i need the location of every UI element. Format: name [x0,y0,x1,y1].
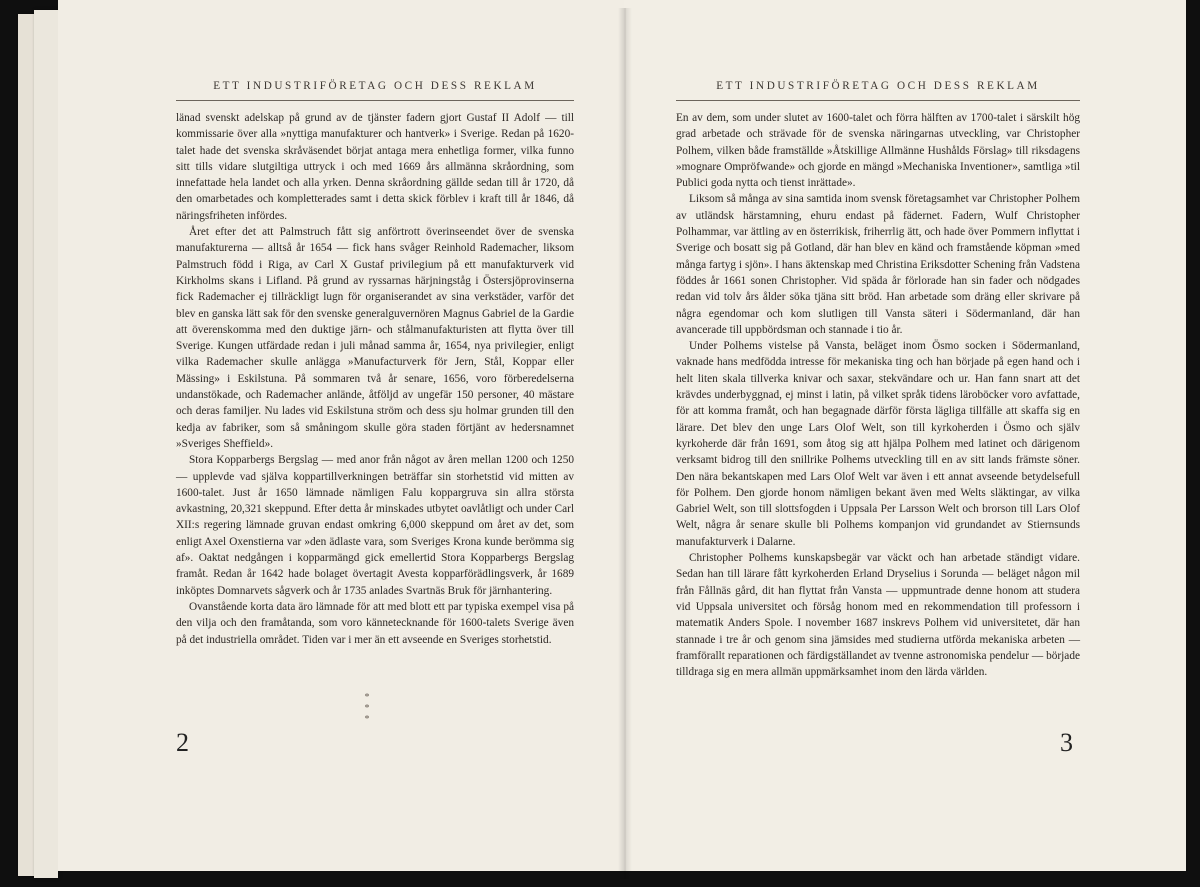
right-running-header: ETT INDUSTRIFÖRETAG OCH DESS REKLAM [716,80,1040,92]
right-page-number: 3 [1060,728,1073,757]
left-header-rule [176,100,574,101]
left-paragraph-2: Året efter det att Palmstruch fått sig anförtrott överinseendet över de svenska manufakturerna — alltså år 1654 — fick hans svåger Reinhold Rademacher, liksom Palmstruch född i Riga, av Carl X Gustaf privilegium på ett manufakturverk vid Kirkholms skans i Lifland. På grund av ryssarnas härjningståg i Östersjöprovinserna fick Rademacher ej tillräckligt lugn för organiserandet av sina verkstäder, varför det blev en ganska lätt sak för den svenske generalguvernören Magnus Gabriel de la Gardie att överenskomma med den duktige järn- och stålmanufakturisten att flytta över till Sverige. Kungen utfärdade redan i juli månad samma år, 1654, nya privilegier, enligt vilka Rademacher skulle anlägga »Manufacturverk för Jern, Stål, Koppar eller Mässing» i Eskilstuna. På sommaren två år senare, 1656, voro förberedelserna undanstökade, och Rademacher anlände, åtföljd av ungefär 150 personer, 40 mästare och deras familjer. Nu lades vid Eskilstuna ström och dess sju holmar grunden till den kedja av fabriker, som så småningom skulle göra staden förtjänt av hedersnamnet »Sveriges Sheffield». [176,226,574,450]
left-body-text [176,110,574,648]
right-paragraph-2: Liksom så många av sina samtida inom svensk företagsamhet var Christopher Polhem av utländsk härstamning, ehuru endast på fädernet. Fadern, Wulf Christopher Polhammar, var ättling av en österrikisk, friherrlig ätt, och hade över Pommern inflyttat i Sverige och bosatt sig på Gotland, där han blev en känd och framstående köpman »med många fartyg i sjön». I hans äktenskap med Christina Eriksdotter Schening från Vadstena föddes år 1661 sonen Christopher. Vid späda år förlorade han sin fader och nödgades redan vid tolv års ålder söka tjäna sitt bröd. Han arbetade som dräng eller skrivare på några egendomar och kom slutligen till Vansta säteri i Södermanland, där han avancerade till uppbördsman och stannade i tio år. [676,193,1080,336]
left-paragraph-4: Ovanstående korta data äro lämnade för att med blott ett par typiska exempel visa på den vilja och den framåtanda, som voro kännetecknande för 1600-talets Sverige även på det industriella området. Tiden var i mer än ett avseende en Sveriges storhetstid. [176,600,574,646]
section-ornament: * * * [364,692,388,725]
book-gutter [618,8,632,879]
right-paragraph-4: Christopher Polhems kunskapsbegär var väckt och han arbetade ständigt vidare. Sedan han till lärare fått kyrkoherden Erland Dryselius i Sorunda — beläget någon mil från Fållnäs gård, dit han flyttat från Vansta — uppmuntrade denne honom att studera vid Uppsala universitet och försåg honom med en rekommendation till professorn i matematik Anders Spole. I november 1687 inskrevs Polhem vid universitetet, där han stannade i tre år och genom sina jämsides med studierna utförda mekaniska arbeten — framförallt reparationen och färdigställandet av tvenne astronomiska pendelur — började tilldraga sig en mera allmän uppmärksamhet inom den lärda världen. [676,552,1080,679]
left-paragraph-1: länad svenskt adelskap på grund av de tjänster fadern gjort Gustaf II Adolf — till kommissarie över alla »nyttiga manufakturer och hantverk» i Sverige. Redan på 1620-talet hade det svenska skråväsendet börjat antaga mera enhetliga former, vilka funno sitt tills vidare slutgiltiga uttryck i och med 1669 års allmänna skråordning, som innefattade hela landet och alla yrken. Denna skråordning gällde sedan till år 1720, då den omarbetades och kompletterades samt i detta skick förblev i kraft till år 1846, då näringsfriheten infördes. [176,112,574,222]
right-body-text [676,110,1080,680]
right-paragraph-1: En av dem, som under slutet av 1600-talet och förra hälften av 1700-talet i särskilt hög grad arbetade och strävade för de svenska näringarnas utveckling, var Christopher Polhem, vilken både framställde »Åtskillige Allmänne Hushålds Förslag» till riksdagens »mognare Ompröfwande» och gjorde en mängd »Mechaniska Inventioner», samtliga »til Publici goda nytta och tienst inrättade». [676,112,1080,190]
left-page-number: 2 [176,728,189,757]
page-edge-underlay-2 [34,10,58,878]
left-running-header: ETT INDUSTRIFÖRETAG OCH DESS REKLAM [213,80,537,92]
right-paragraph-3: Under Polhems vistelse på Vansta, beläget inom Ösmo socken i Södermanland, vaknade hans medfödda intresse för mekaniska ting och han började på egen hand och i helt liten skala tillverka knivar och saxar, stekvändare och ur. Han fann snart att det krävdes underbyggnad, ej minst i latin, på vilket språk tidens läroböcker voro avfattade, för att komma framåt, och han begagnade därför första lägliga tillfälle att skaffa sig en lärare. Det blev den unge Lars Olof Welt, son till kyrkoherden i Ösmo och själv kyrkoherde där från 1691, som åtog sig att hjälpa Polhem med latinet och därigenom verksamt bidrog till den snillrike Polhems utveckling till en av sitt lands främste söner. Den nära bekantskapen med Lars Olof Welt var även i ett annat avseende betydelsefull för Polhem. Den gjorde honom nämligen bekant även med Welts släktingar, av vilka Gabriel Welt, son till slottsfogden i Uppsala Per Larsson Welt och brorson till Lars Olof Welt, några år senare skulle bli Polhems kompanjon vid grundandet av Stiernsunds manufakturverk i Dalarne. [676,340,1080,548]
left-paragraph-3: Stora Kopparbergs Bergslag — med anor från något av åren mellan 1200 och 1250 — upplevde vad själva koppartillverkningen beträffar sin storhetstid vid mitten av 1600-talet. Just år 1650 lämnade nämligen Falu koppargruva sin allra största avkastning, 20,321 skeppund. Efter detta år minskades utbytet oavlåtligt och under Carl XII:s regering lämnade gruvan endast omkring 6,000 skeppund om året av det, som enligt Axel Oxenstierna var »den ädlaste vara, som Sveriges Krona kunde berömma sig af». Oaktat nedgången i kopparmängd gick emellertid Stora Kopparbergs Bergslag framåt. Redan år 1642 hade bolaget övertagit Avesta kopparförädlingsverk, år 1689 inköptes Domnarvets sågverk och år 1735 anlades Svartnäs Bruk för järnhantering. [176,454,574,597]
right-header-rule [676,100,1080,101]
